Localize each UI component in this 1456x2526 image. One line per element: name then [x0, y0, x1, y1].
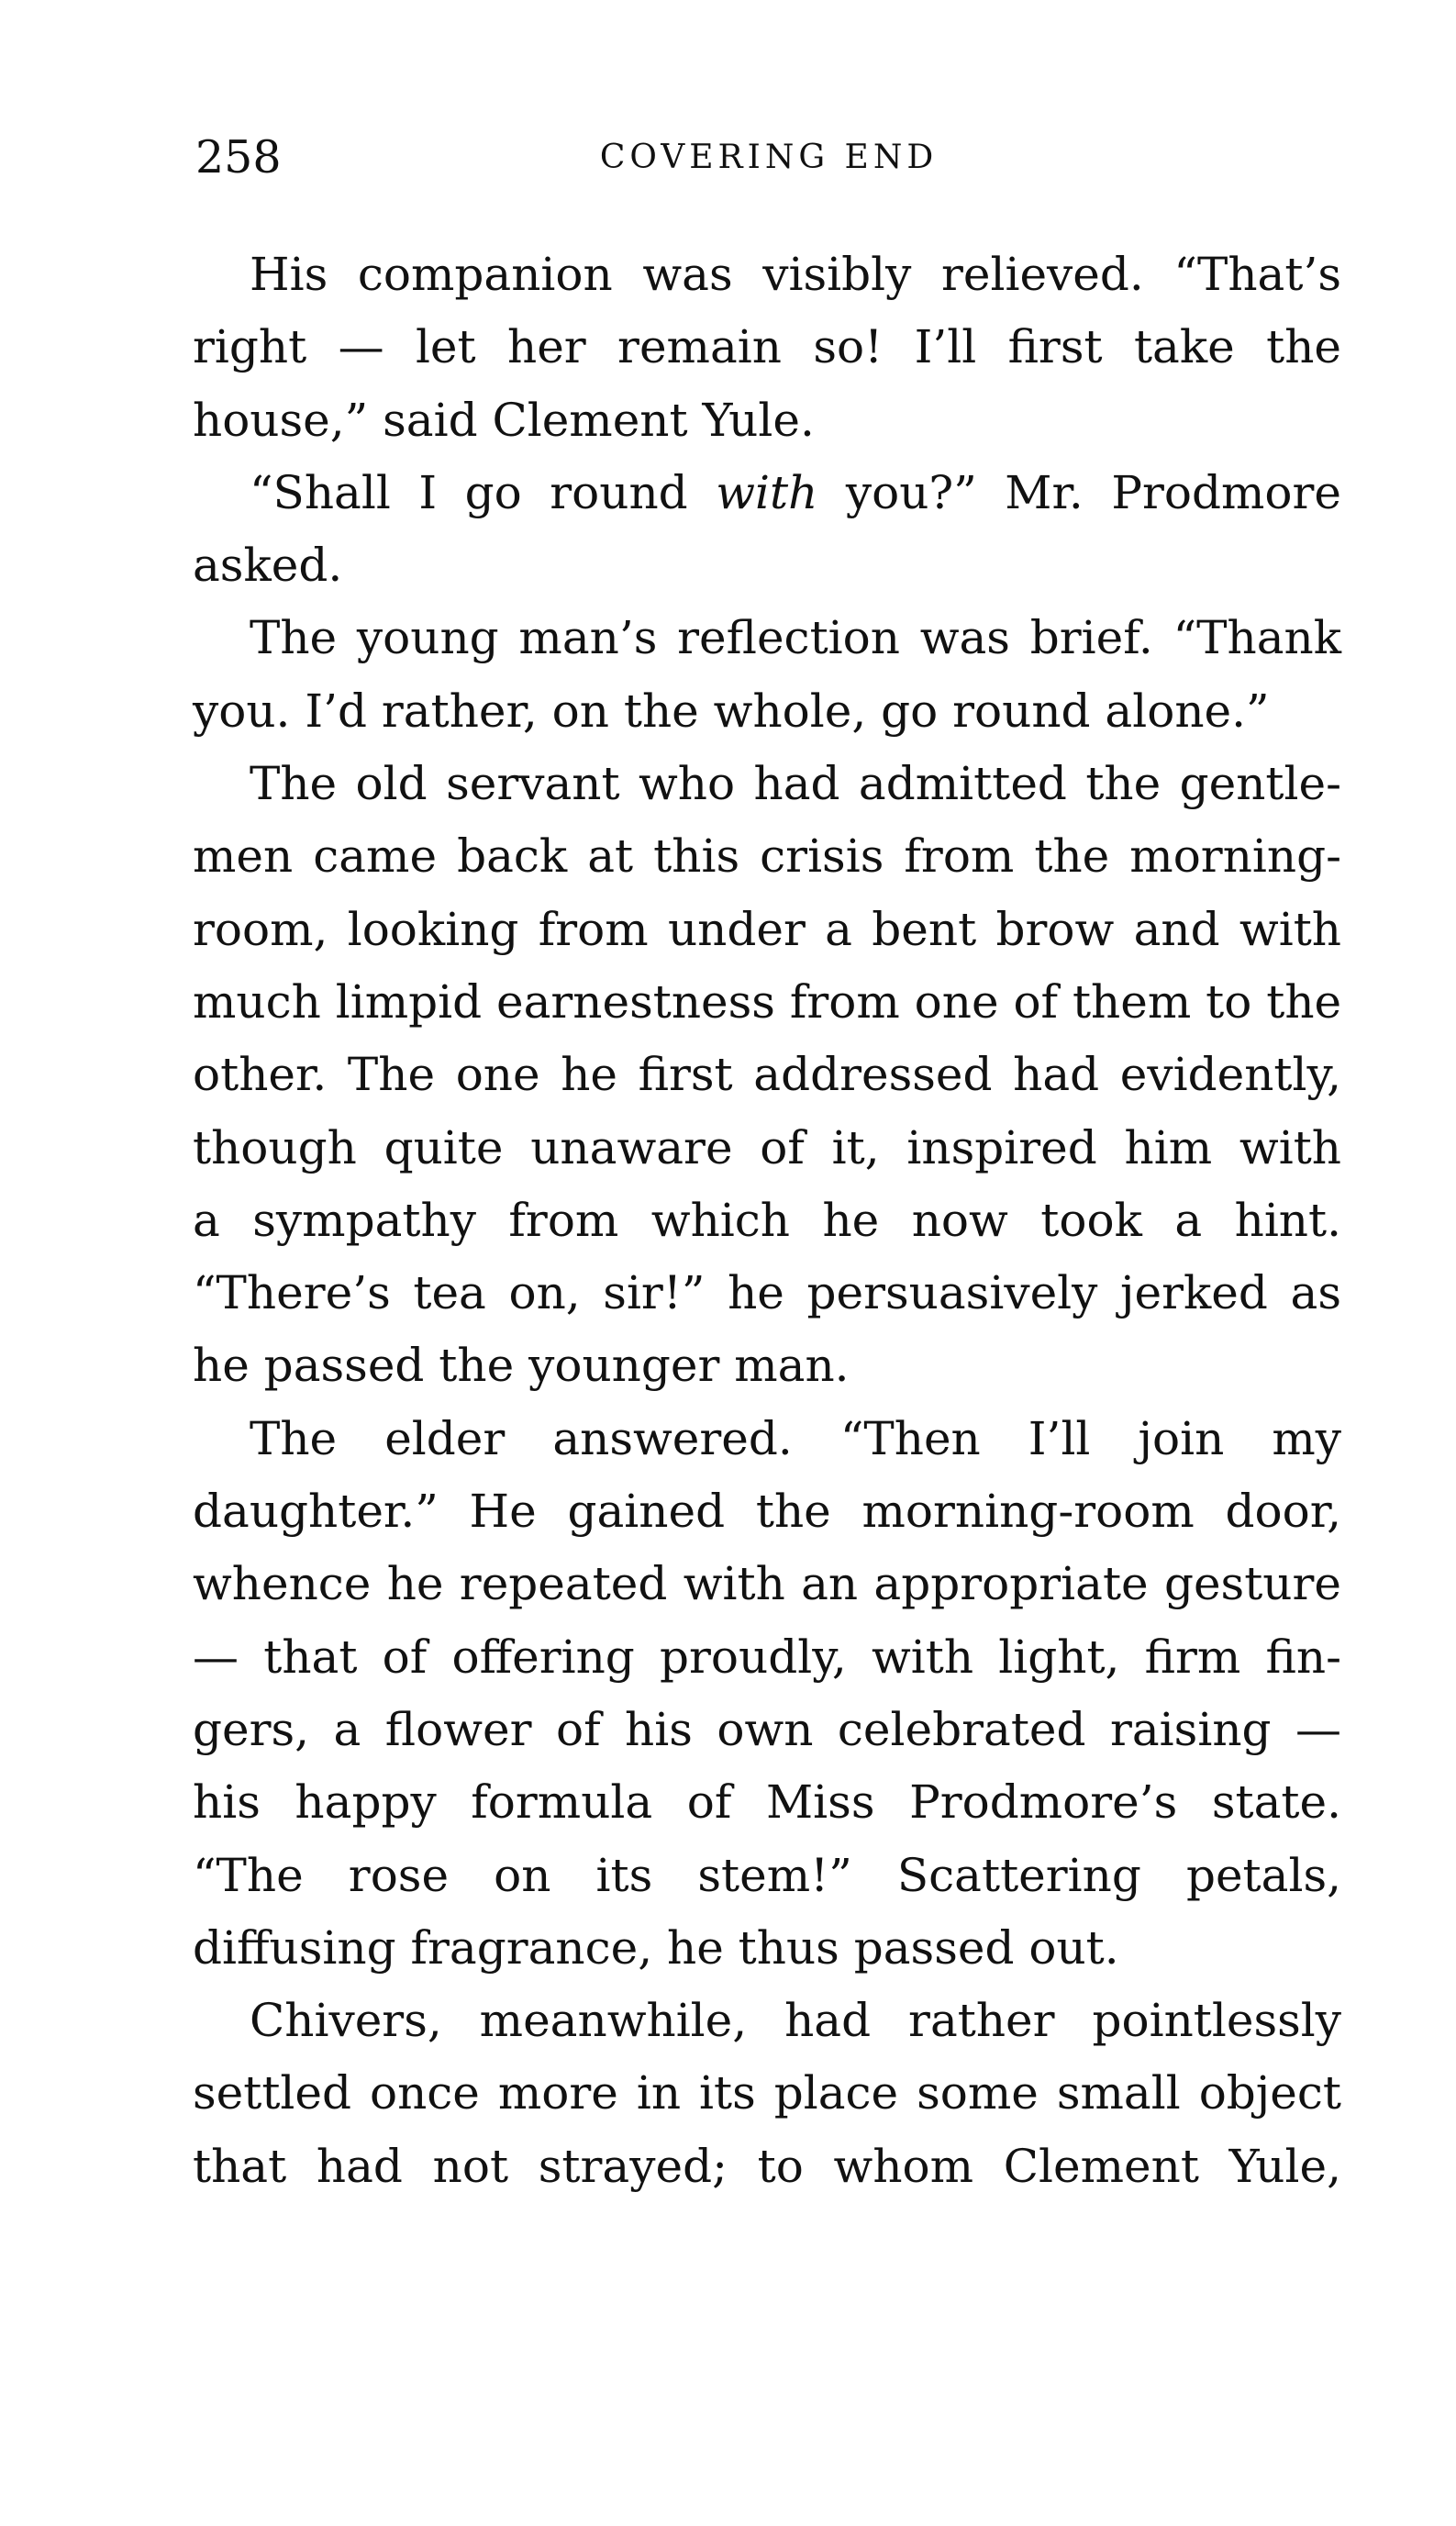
body-text — [193, 239, 1341, 2203]
text-line: house,” said Clement Yule. — [193, 393, 815, 447]
text-line: “There’s tea on, sir!” he persuasively jerked as — [193, 1266, 1341, 1320]
text-line: whence he repeated with an appropriate gesture — [193, 1557, 1341, 1611]
text-run: “Shall I go round — [250, 465, 717, 519]
text-line: — that of offering proudly, with light, firm fin- — [193, 1630, 1341, 1684]
text-line: The old servant who had admitted the gentle- — [250, 757, 1341, 811]
text-line: Chivers, meanwhile, had rather pointlessly — [250, 1994, 1341, 2048]
italic-text: with — [716, 465, 818, 519]
paragraph — [193, 602, 1341, 748]
paragraph — [193, 1985, 1341, 2203]
text-line: settled once more in its place some small object — [193, 2066, 1341, 2120]
text-line: asked. — [193, 539, 343, 593]
running-title: COVERING END — [599, 139, 939, 176]
text-line: gers, a flower of his own celebrated raising — — [193, 1702, 1341, 1756]
text-line: right — let her remain so! I’ll first take the — [193, 320, 1341, 374]
text-run: you?” Mr. Prodmore — [817, 465, 1341, 519]
text-line: The elder answered. “Then I’ll join my — [250, 1411, 1341, 1465]
text-line: that had not strayed; to whom Clement Yule, — [193, 2139, 1341, 2193]
text-line: daughter.” He gained the morning-room door, — [193, 1485, 1341, 1539]
paragraph — [193, 748, 1341, 1403]
paragraph — [193, 1403, 1341, 1985]
text-line: “The rose on its stem!” Scattering petals, — [193, 1848, 1341, 1902]
text-line: The young man’s reflection was brief. “Thank — [250, 611, 1341, 665]
text-line: His companion was visibly relieved. “That’s — [250, 248, 1341, 301]
text-line — [193, 457, 1341, 529]
text-line: room, looking from under a bent brow and with — [193, 902, 1341, 956]
text-line: he passed the younger man. — [193, 1339, 850, 1393]
page-number: 258 — [195, 131, 282, 184]
text-line: though quite unaware of it, inspired him with — [193, 1120, 1341, 1174]
text-line: his happy formula of Miss Prodmore’s state. — [193, 1775, 1341, 1830]
text-line: a sympathy from which he now took a hint. — [193, 1193, 1341, 1247]
text-line: you. I’d rather, on the whole, go round alone.” — [193, 684, 1270, 738]
text-line: diffusing fragrance, he thus passed out. — [193, 1920, 1119, 1975]
text-line: much limpid earnestness from one of them to the — [193, 974, 1342, 1029]
text-line: other. The one he first addressed had evidently, — [193, 1048, 1341, 1102]
text-line: men came back at this crisis from the morning- — [193, 829, 1341, 884]
paragraph — [193, 239, 1341, 457]
page-header — [195, 128, 1342, 187]
paragraph — [193, 457, 1341, 603]
